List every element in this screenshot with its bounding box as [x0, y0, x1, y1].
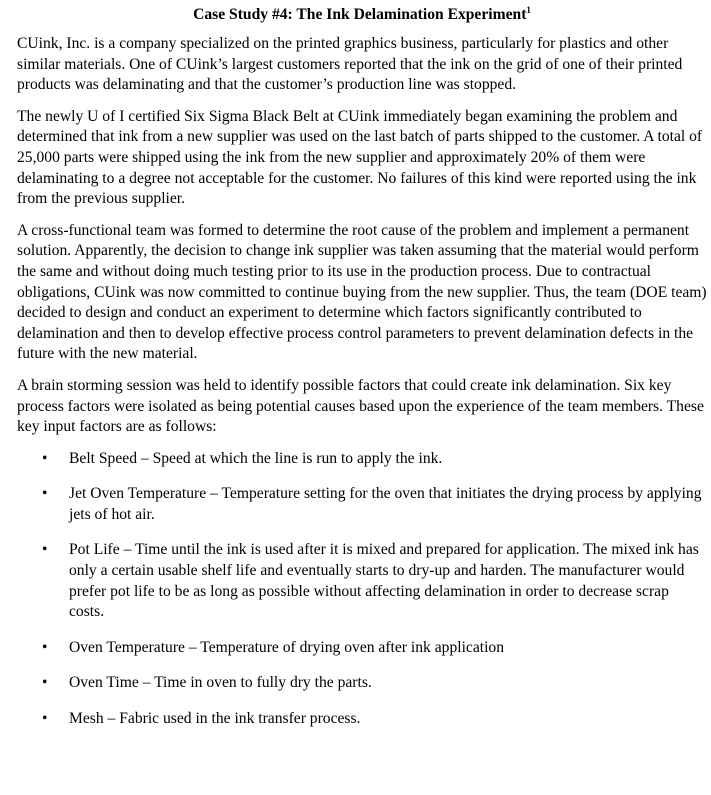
- bullet-icon: •: [42, 485, 48, 503]
- case-study-title: [17, 5, 707, 25]
- factor-text: Mesh – Fabric used in the ink transfer process.: [69, 710, 361, 728]
- bullet-icon: •: [42, 710, 48, 728]
- intro-paragraph: CUink, Inc. is a company specialized on the printed graphics business, particularly for plastics and other similar materials. One of CUink’s largest customers reported that the ink on the grid of one of their printed products was delaminating and that the customer’s production line was stopped.: [17, 35, 683, 94]
- factor-item-oven-time: [17, 673, 707, 694]
- factor-text: Oven Temperature – Temperature of drying oven after ink application: [69, 638, 505, 656]
- title-footnote-marker: 1: [526, 5, 531, 15]
- factor-item-oven-temperature: [17, 638, 707, 659]
- document-page: [17, 5, 707, 745]
- factors-intro-paragraph: A brain storming session was held to identify possible factors that could create ink delamination. Six key process factors were isolated as being potential causes based upon the experience of the team members. These key input factors are as follows:: [17, 376, 704, 436]
- factor-text: Oven Time – Time in oven to fully dry the parts.: [69, 674, 372, 692]
- factor-item-mesh: [17, 709, 707, 730]
- factor-item-belt-speed: [17, 449, 707, 470]
- bullet-icon: •: [42, 674, 48, 692]
- factor-text: Jet Oven Temperature – Temperature setting for the oven that initiates the drying process by applying jets of hot air.: [69, 485, 702, 523]
- factor-item-pot-life: [17, 540, 707, 622]
- factor-text: Pot Life – Time until the ink is used after it is mixed and prepared for application. The mixed ink has only a certain usable shelf life and eventually starts to dry-up and harden. The manufacturer would prefer pot life to be as long as possible without affecting delamination in order to decrease scrap costs.: [69, 541, 699, 621]
- title-text: Case Study #4: The Ink Delamination Experiment: [193, 6, 527, 23]
- team-paragraph: A cross-functional team was formed to determine the root cause of the problem and implement a permanent solution. Apparently, the decision to change ink supplier was taken assuming that the material would perform the same and without doing much testing prior to its use in the production process. Due to contractual obligations, CUink was now committed to continue buying from the new supplier. Thus, the team (DOE team) decided to design and conduct an experiment to determine which factors significantly contributed to delamination and then to develop effective process control parameters to prevent delamination defects in the future with the new material.: [17, 221, 707, 363]
- factor-text: Belt Speed – Speed at which the line is run to apply the ink.: [69, 449, 443, 467]
- bullet-icon: •: [42, 541, 48, 559]
- bullet-icon: •: [42, 638, 48, 656]
- factor-item-jet-oven-temperature: [17, 484, 707, 525]
- bullet-icon: •: [42, 449, 48, 467]
- problem-paragraph: The newly U of I certified Six Sigma Black Belt at CUink immediately began examining the problem and determined that ink from a new supplier was used on the last batch of parts shipped to the customer. A total of 25,000 parts were shipped using the ink from the new supplier and approximately 20% of them were delaminating to a degree not acceptable for the customer. No failures of this kind were reported using the ink from the previous supplier.: [17, 107, 703, 208]
- factor-list: [17, 449, 707, 730]
